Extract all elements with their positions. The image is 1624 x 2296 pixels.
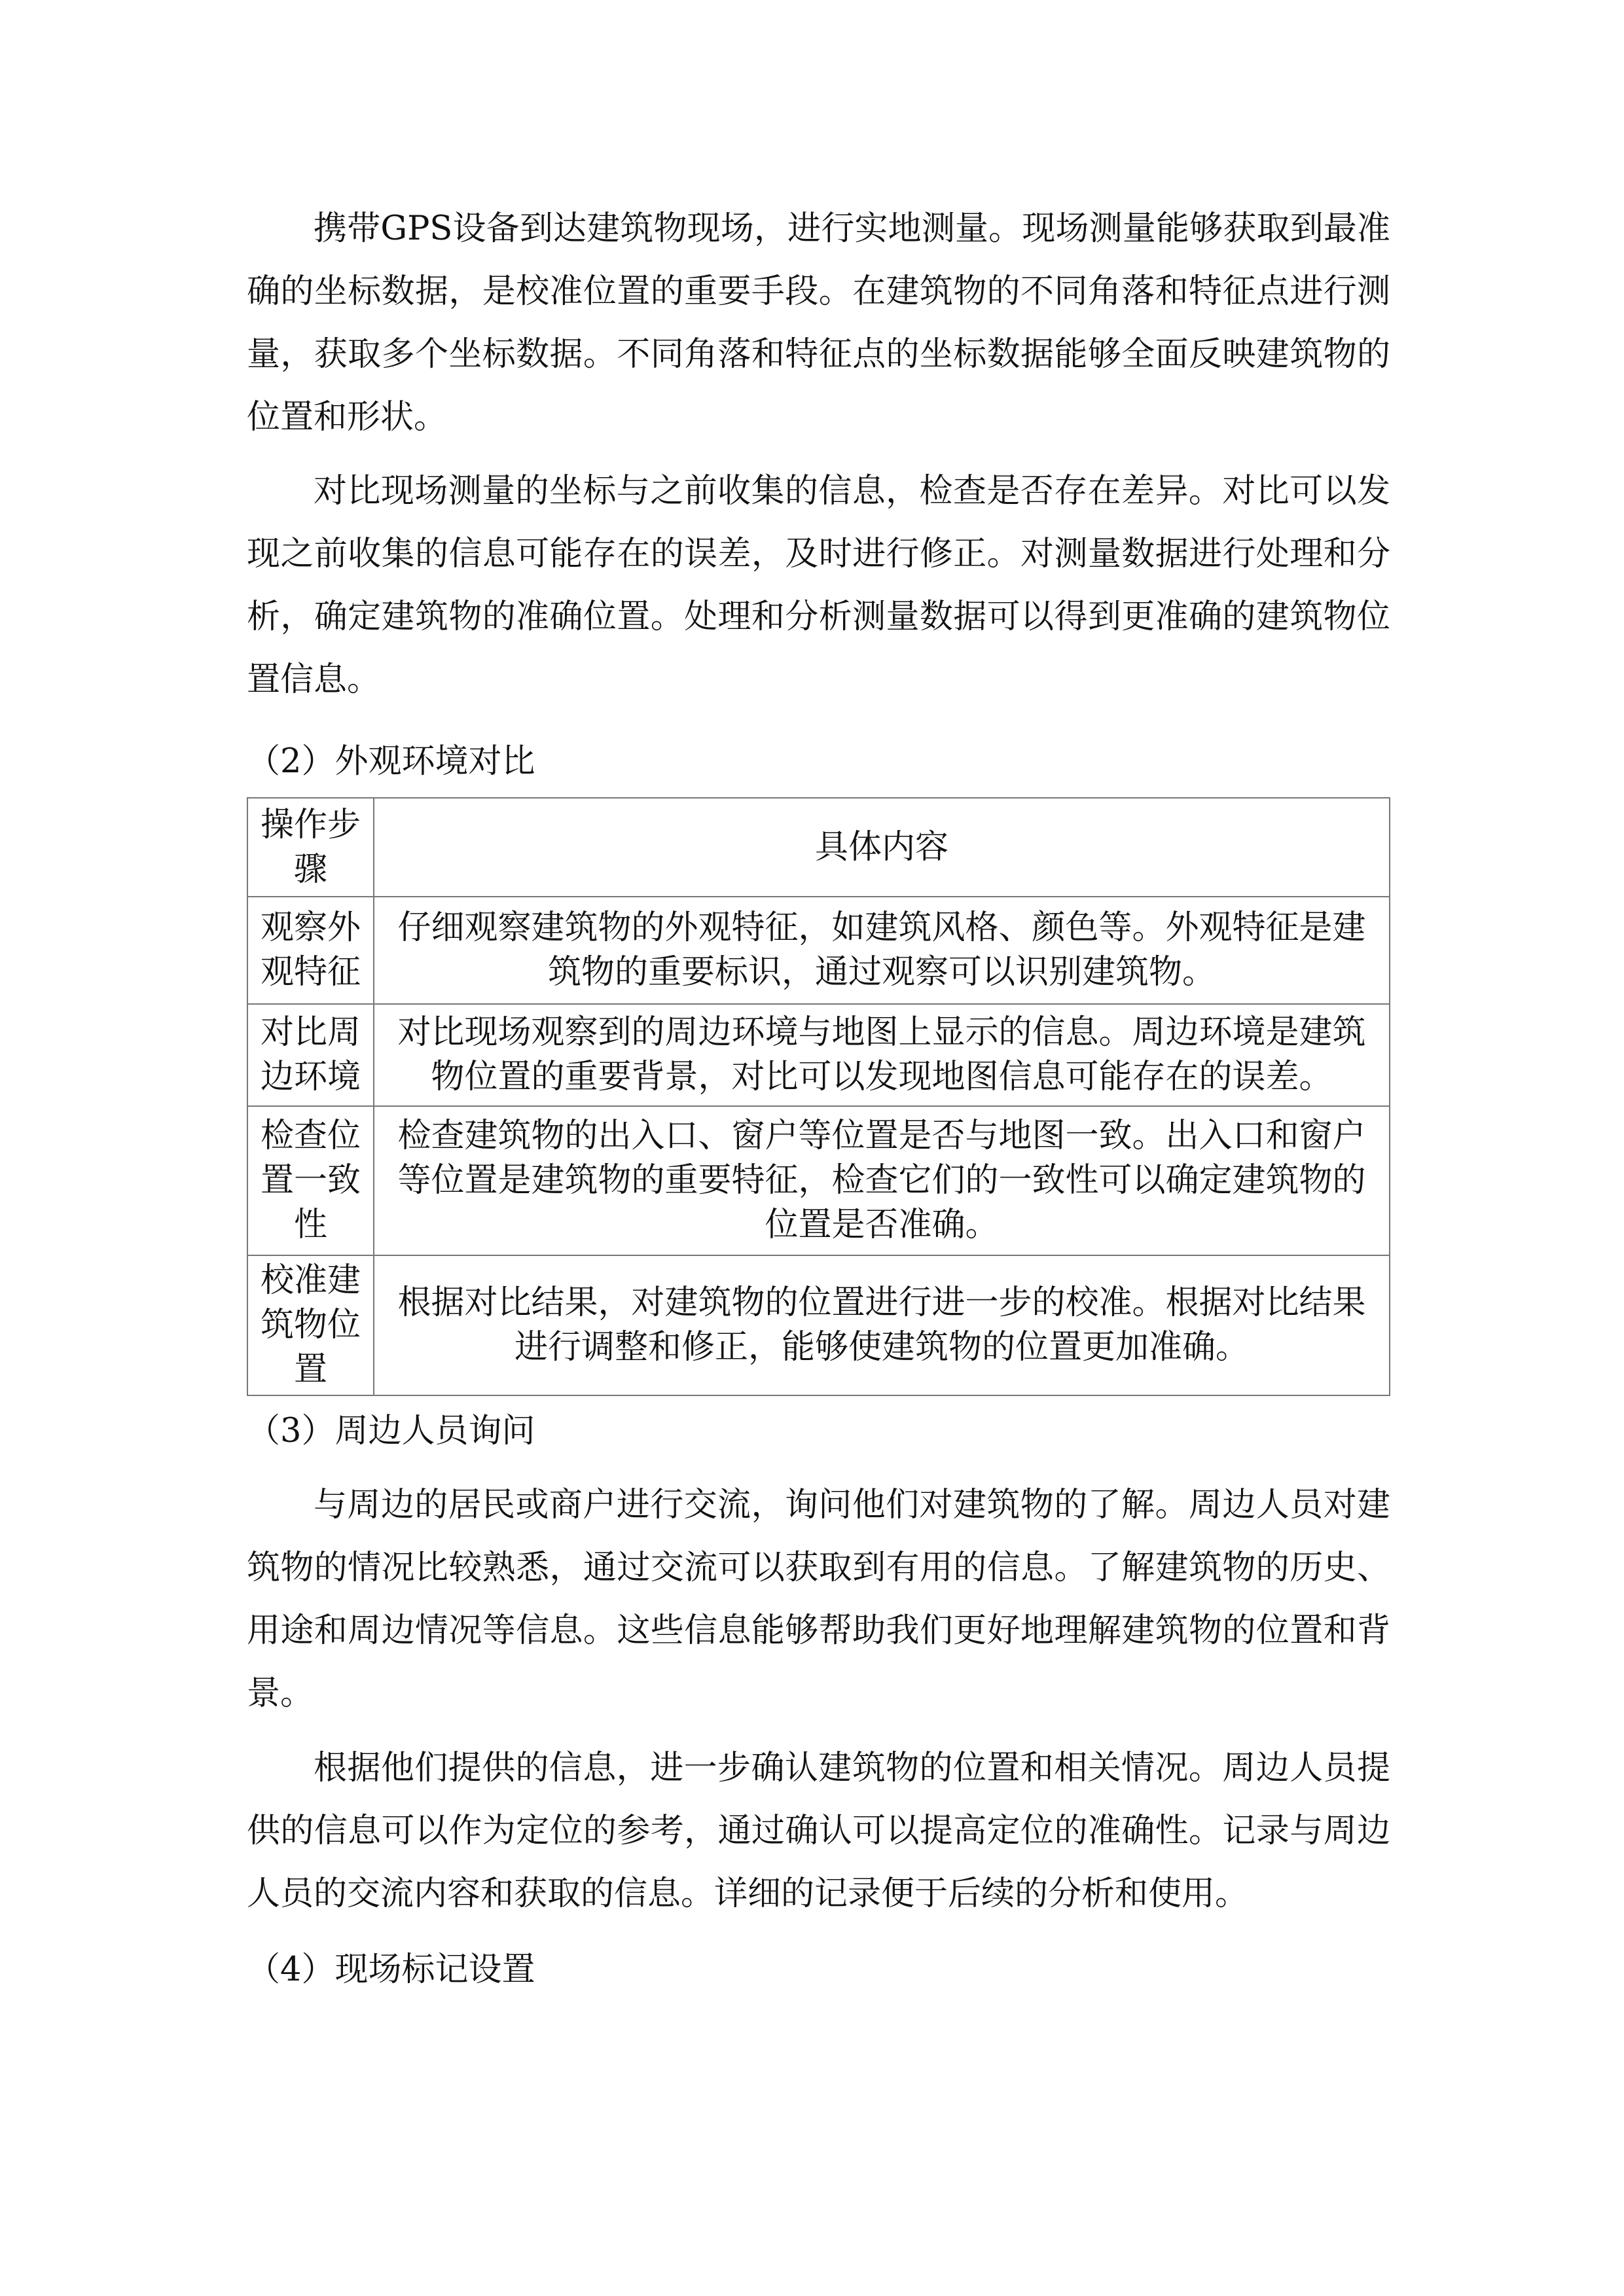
content-cell: 对比现场观察到的周边环境与地图上显示的信息。周边环境是建筑物位置的重要背景，对比可以发现地图信息可能存在的误差。	[374, 1004, 1390, 1106]
table-header-row	[247, 798, 1390, 897]
paragraph-communicate-residents: 与周边的居民或商户进行交流，询问他们对建筑物的了解。周边人员对建筑物的情况比较熟悉，通过交流可以获取到有用的信息。了解建筑物的历史、用途和周边情况等信息。这些信息能够帮助我们更好地理解建筑物的位置和背景。	[247, 1486, 1390, 1713]
header-step: 操作步骤	[247, 798, 374, 897]
steps-table	[247, 797, 1390, 1396]
paragraph-gps-measurement: 携带GPS设备到达建筑物现场，进行实地测量。现场测量能够获取到最准确的坐标数据，是校准位置的重要手段。在建筑物的不同角落和特征点进行测量，获取多个坐标数据。不同角落和特征点的坐标数据能够全面反映建筑物的位置和形状。	[247, 209, 1390, 437]
content-cell: 根据对比结果，对建筑物的位置进行进一步的校准。根据对比结果进行调整和修正，能够使建筑物的位置更加准确。	[374, 1255, 1390, 1395]
paragraph-compare-coordinates: 对比现场测量的坐标与之前收集的信息，检查是否存在差异。对比可以发现之前收集的信息可能存在的误差，及时进行修正。对测量数据进行处理和分析，确定建筑物的准确位置。处理和分析测量数据可以得到更准确的建筑物位置信息。	[247, 472, 1390, 699]
section-heading-marking: （4）现场标记设置	[247, 1950, 535, 1989]
table-row	[247, 1106, 1390, 1255]
step-cell: 校准建筑物位置	[247, 1255, 374, 1395]
table-row	[247, 1255, 1390, 1395]
step-cell: 检查位置一致性	[247, 1106, 374, 1255]
table-row	[247, 1004, 1390, 1106]
header-content: 具体内容	[374, 798, 1390, 897]
section-heading-appearance: （2）外观环境对比	[247, 742, 535, 781]
step-cell: 观察外观特征	[247, 897, 374, 1004]
paragraph-confirm-info: 根据他们提供的信息，进一步确认建筑物的位置和相关情况。周边人员提供的信息可以作为定位的参考，通过确认可以提高定位的准确性。记录与周边人员的交流内容和获取的信息。详细的记录便于后续的分析和使用。	[247, 1749, 1390, 1913]
step-cell: 对比周边环境	[247, 1004, 374, 1106]
table-row	[247, 897, 1390, 1004]
content-cell: 仔细观察建筑物的外观特征，如建筑风格、颜色等。外观特征是建筑物的重要标识，通过观察可以识别建筑物。	[374, 897, 1390, 1004]
section-heading-inquiry: （3）周边人员询问	[247, 1412, 535, 1450]
content-cell: 检查建筑物的出入口、窗户等位置是否与地图一致。出入口和窗户等位置是建筑物的重要特征，检查它们的一致性可以确定建筑物的位置是否准确。	[374, 1106, 1390, 1255]
